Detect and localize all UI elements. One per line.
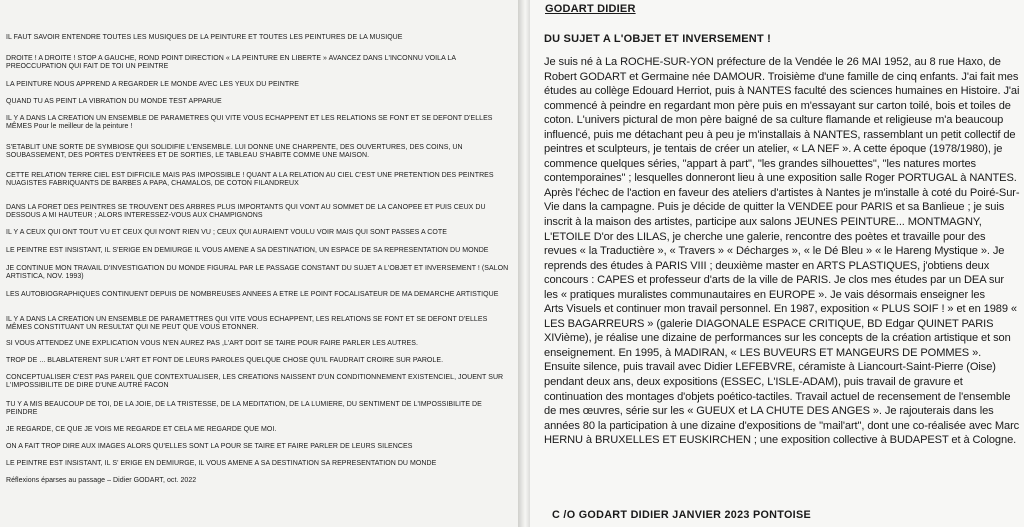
left-paragraph-2: DROITE ! A DROITE ! STOP A GAUCHE, ROND POINT DIRECTION « LA PEINTURE EN LIBERTE » AVANCEZ DANS L'INCONNU VOILA LA PREOCCUPATION QUI FAIT DE TOI UN PEINTRE [6, 55, 456, 70]
left-paragraph-8: DANS LA FORET DES PEINTRES SE TROUVENT DES ARBRES PLUS IMPORTANTS QUI VONT AU SOMMET DE LA CANOPEE ET PUIS CEUX DU DESSOUS A MI HAUTEUR ; ALORS INTERESSEZ-VOUS AUX CHAMPIGNONS [6, 204, 486, 219]
left-paragraph-9: IL Y A CEUX QUI ONT TOUT VU ET CEUX QUI N'ONT RIEN VU ; CEUX QUI AURAIENT VOULU VOIR MAIS QUI SONT PASSES A COTE [6, 229, 447, 236]
left-paragraph-17: TU Y A MIS BEAUCOUP DE TOI, DE LA JOIE, DE LA TRISTESSE, DE LA MEDITATION, DE LA LUMIERE, DU SENTIMENT DE L'IMPOSSIBILITE DE PEINDRE [6, 401, 482, 416]
book-gutter [518, 0, 530, 527]
left-paragraph-19: ON A FAIT TROP DIRE AUX IMAGES ALORS QU'ELLES SONT LA POUR SE TAIRE ET FAIRE PARLER DE LEURS SILENCES [6, 443, 413, 450]
document-subtitle: DU SUJET A L'OBJET ET INVERSEMENT ! [544, 33, 771, 45]
document-footer: C /O GODART DIDIER JANVIER 2023 PONTOISE [552, 509, 811, 521]
left-paragraph-5: IL Y A DANS LA CREATION UN ENSEMBLE DE PARAMETRES QUI VITE VOUS ECHAPPENT ET LES RELATIONS SE FONT ET SE DEFONT D'ELLES MÊMES Pour le meilleur de la peinture ! [6, 115, 493, 130]
left-paragraph-12: LES AUTOBIOGRAPHIQUES CONTINUENT DEPUIS DE NOMBREUSES ANNEES A ETRE LE POINT FOCALISATEUR DE MA DEMARCHE ARTISTIQUE [6, 291, 499, 298]
left-paragraph-18: JE REGARDE, CE QUE JE VOIS ME REGARDE ET CELA ME REGARDE QUE MOI. [6, 426, 277, 433]
left-paragraph-20: LE PEINTRE EST INSISTANT, IL S' ERIGE EN DEMIURGE, IL VOUS AMENE A SA DESTINATION SA REPRESENTATION DU MONDE [6, 460, 437, 467]
left-paragraph-13: IL Y A DANS LA CREATION UN ENSEMBLE DE PARAMETTRES QUI VITE VOUS ECHAPPENT, LES RELATIONS SE FONT ET SE DEFONT D'ELLES MÊMES CONSTITUANT UN RESULTAT QUI NE PEUT QUE VOUS ETONNER. [6, 316, 488, 331]
left-paragraph-3: LA PEINTURE NOUS APPREND A REGARDER LE MONDE AVEC LES YEUX DU PEINTRE [6, 81, 299, 88]
left-paragraph-16: CONCEPTUALISER C'EST PAS PAREIL QUE CONTEXTUALISER, LES CREATIONS NAISSENT D'UN CONDITIONNEMENT EXISTENCIEL, JOUENT SUR L'IMPOSSIBILITE DE DIRE D'UNE AUTRE FACON [6, 374, 504, 389]
biography-text [544, 55, 1020, 448]
left-paragraph-10: LE PEINTRE EST INSISTANT, IL S'ERIGE EN DEMIURGE IL VOUS AMENE A SA DESTINATION, UN ESPACE DE SA REPRESENTATION DU MONDE [6, 247, 489, 254]
left-paragraph-4: QUAND TU AS PEINT LA VIBRATION DU MONDE TEST APPARUE [6, 98, 222, 105]
left-paragraph-7: CETTE RELATION TERRE CIEL EST DIFFICILE MAIS PAS IMPOSSIBLE ! QUANT A LA RELATION AU CIEL C'EST UNE PRETENTION DES PEINTRES NUAGISTES FABRIQUANTS DE BARBES A PAPA, CHAMALOS, DE COTON FILANDREUX [6, 172, 494, 187]
biography-paragraph-2: Arts Visuels et continuer mon travail personnel. En 1987, exposition « PLUS SOIF ! » et en 1989 « LES BAGARREURS » (galerie DIAGONALE ESPACE CRITIQUE, BD Edgar QUINET PARIS XIVième), je réalise une dizaine de performances sur les concepts de la création artistique et son enseignement. En 1995, à MADIRAN, « LES BUVEURS ET MANGEURS DE POMMES ». Ensuite silence, puis travail avec Didier LEFEBVRE, céramiste à Liancourt-Saint-Pierre (Oise) pendant deux ans, deux expositions (ESSEC, L'ISLE-ADAM), puis travail de gravure et continuation des montages d'objets poético-tactiles. Travail actuel de recensement de l'ensemble de mes œuvres, série sur les « GUEUX et LA CHUTE DES ANGES ». Je rajouterais dans les années 80 la participation à une dizaine d'expositions de "mail'art", dont une co-réalisée avec Marc HERNU à BRUXELLES ET EUSKIRCHEN ; une exposition collective à BUDAPEST et à Cologne. [544, 303, 1020, 447]
author-heading: GODART DIDIER [545, 3, 636, 15]
left-paragraph-1: IL FAUT SAVOIR ENTENDRE TOUTES LES MUSIQUES DE LA PEINTURE ET TOUTES LES PEINTURES DE LA MUSIQUE [6, 34, 403, 41]
left-paragraph-11: JE CONTINUE MON TRAVAIL D'INVESTIGATION DU MONDE FIGURAL PAR LE PASSAGE CONSTANT DU SUJET A L'OBJET ET INVERSEMENT ! (SALON ARTISTICA, NOV. 1993) [6, 265, 509, 280]
right-page [530, 0, 1024, 527]
left-paragraph-15: TROP DE ... BLABLATERENT SUR L'ART ET FONT DE LEURS PAROLES QUELQUE CHOSE QU'IL FAUDRAIT CROIRE SUR PAROLE. [6, 357, 444, 364]
left-signature: Réflexions éparses au passage – Didier GODART, oct. 2022 [6, 477, 197, 484]
left-paragraph-6: S'ETABLIT UNE SORTE DE SYMBIOSE QUI SOLIDIFIE L'ENSEMBLE. LUI DONNE UNE CHARPENTE, DES OUVERTURES, DES COINS, UN SOUBASSEMENT, DES PORTES D'ENTREES ET DE SORTIES, LE TABLEAU S'HABITE COMME UNE MAISON. [6, 144, 463, 159]
left-paragraph-14: SI VOUS ATTENDEZ UNE EXPLICATION VOUS N'EN AUREZ PAS ,L'ART DOIT SE TAIRE POUR FAIRE PARLER LES AUTRES. [6, 340, 418, 347]
biography-paragraph-1: Je suis né à La ROCHE-SUR-YON préfecture de la Vendée le 26 MAI 1952, au 8 rue Haxo, de Robert GODART et Germaine née DAMOUR. Troisième d'une famille de cinq enfants. J'ai fait mes études au collège Edouard Herriot, puis à NANTES faculté des sciences humaines en Histoire. J'ai commencé à peindre en regardant mon père puis en m'essayant sur carton toilé, bois et toiles de coton. L'univers pictural de mon père baigné de sa culture flamande et religieuse m'a beaucoup influencé, puis me détachant peu à peu je m'installais à NANTES, rassemblant un petit collectif de peintres et sculpteurs, je tentais de créer un atelier, « LA NEF ». A cette époque (1978/1980), je commence quelques séries, "appart à part", "les grandes silhouettes", "les natures mortes contemporaines" ; lesquelles donneront lieu à une exposition salle Roger PORTUGAL à NANTES. Après l'échec de l'action en faveur des ateliers d'artistes à Nantes je m'installe à coté du Poiré-Sur-Vie dans la campagne. Puis je décide de quitter la VENDEE pour PARIS et sa Banlieue ; je suis inscrit à la maison des artistes, participe aux salons JEUNES PEINTURE... MONTMAGNY, L'ETOILE D'or des LILAS, je cherche une galerie, rencontre des poètes et travaille pour des revues « la Traductière », « Travers » « Décharges », « le Dé Bleu » « le Hareng Mystique ». Je reprends des études à PARIS VIII ; deuxième master en ARTS PLASTIQUES, j'obtiens deux concours : CAPES et professeur d'arts de la ville de PARIS. Je clos mes études par un DEA sur les « pratiques muralistes communautaires en EUROPE ». Je vais désormais enseigner les [544, 56, 1020, 301]
